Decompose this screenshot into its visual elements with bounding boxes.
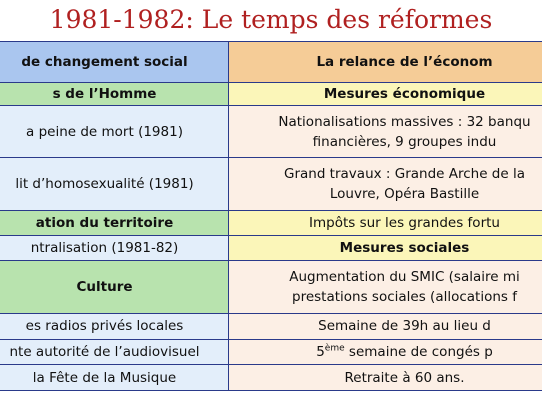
section-social-measures: Mesures sociales bbox=[229, 236, 542, 261]
cell-line: Grand travaux : Grande Arche de la bbox=[283, 165, 526, 182]
table-row bbox=[0, 210, 542, 236]
cell-smic bbox=[229, 260, 542, 313]
cell-line: Nationalisations massives : 32 banqu bbox=[278, 113, 531, 130]
section-human-rights: s de l’Homme bbox=[0, 82, 229, 105]
cell-wealth-tax: Impôts sur les grandes fortu bbox=[229, 210, 542, 236]
table-row bbox=[0, 106, 542, 158]
cell-line: Louvre, Opéra Bastille bbox=[329, 185, 480, 202]
table-row bbox=[0, 236, 542, 261]
cell-homosexuality: lit d’homosexualité (1981) bbox=[0, 158, 229, 210]
superscript: ème bbox=[324, 343, 345, 354]
table-header-row bbox=[0, 42, 542, 83]
header-social-change: de changement social bbox=[0, 42, 229, 83]
page-title: 1981-1982: Le temps des réformes bbox=[49, 5, 493, 34]
cell-line: prestations sociales (allocations f bbox=[292, 288, 517, 305]
cell-death-penalty: a peine de mort (1981) bbox=[0, 106, 229, 158]
section-economic-measures: Mesures économique bbox=[229, 82, 542, 105]
cell-nationalisations bbox=[229, 106, 542, 158]
table-row bbox=[0, 158, 542, 210]
cell-text: 5 bbox=[316, 344, 325, 360]
section-territory: ation du territoire bbox=[0, 210, 229, 236]
cell-local-radios: es radios privés locales bbox=[0, 314, 229, 340]
cell-line: financières, 9 groupes indu bbox=[312, 133, 497, 150]
section-culture: Culture bbox=[0, 260, 229, 313]
table-row bbox=[0, 314, 542, 340]
table-row bbox=[0, 365, 542, 391]
cell-audiovisual-authority: nte autorité de l’audiovisuel bbox=[0, 339, 229, 365]
cell-39h-week: Semaine de 39h au lieu d bbox=[229, 314, 542, 340]
reforms-table bbox=[0, 41, 542, 391]
cell-retirement-60: Retraite à 60 ans. bbox=[229, 365, 542, 391]
cell-line: Augmentation du SMIC (salaire mi bbox=[289, 268, 520, 285]
cell-grand-works bbox=[229, 158, 542, 210]
cell-paid-leave bbox=[229, 339, 542, 365]
header-economic-revival: La relance de l’économ bbox=[229, 42, 542, 83]
table-row bbox=[0, 82, 542, 105]
cell-music-festival: la Fête de la Musique bbox=[0, 365, 229, 391]
table-row bbox=[0, 260, 542, 313]
cell-decentralisation: ntralisation (1981-82) bbox=[0, 236, 229, 261]
table-row bbox=[0, 339, 542, 365]
cell-text: semaine de congés p bbox=[344, 344, 493, 360]
